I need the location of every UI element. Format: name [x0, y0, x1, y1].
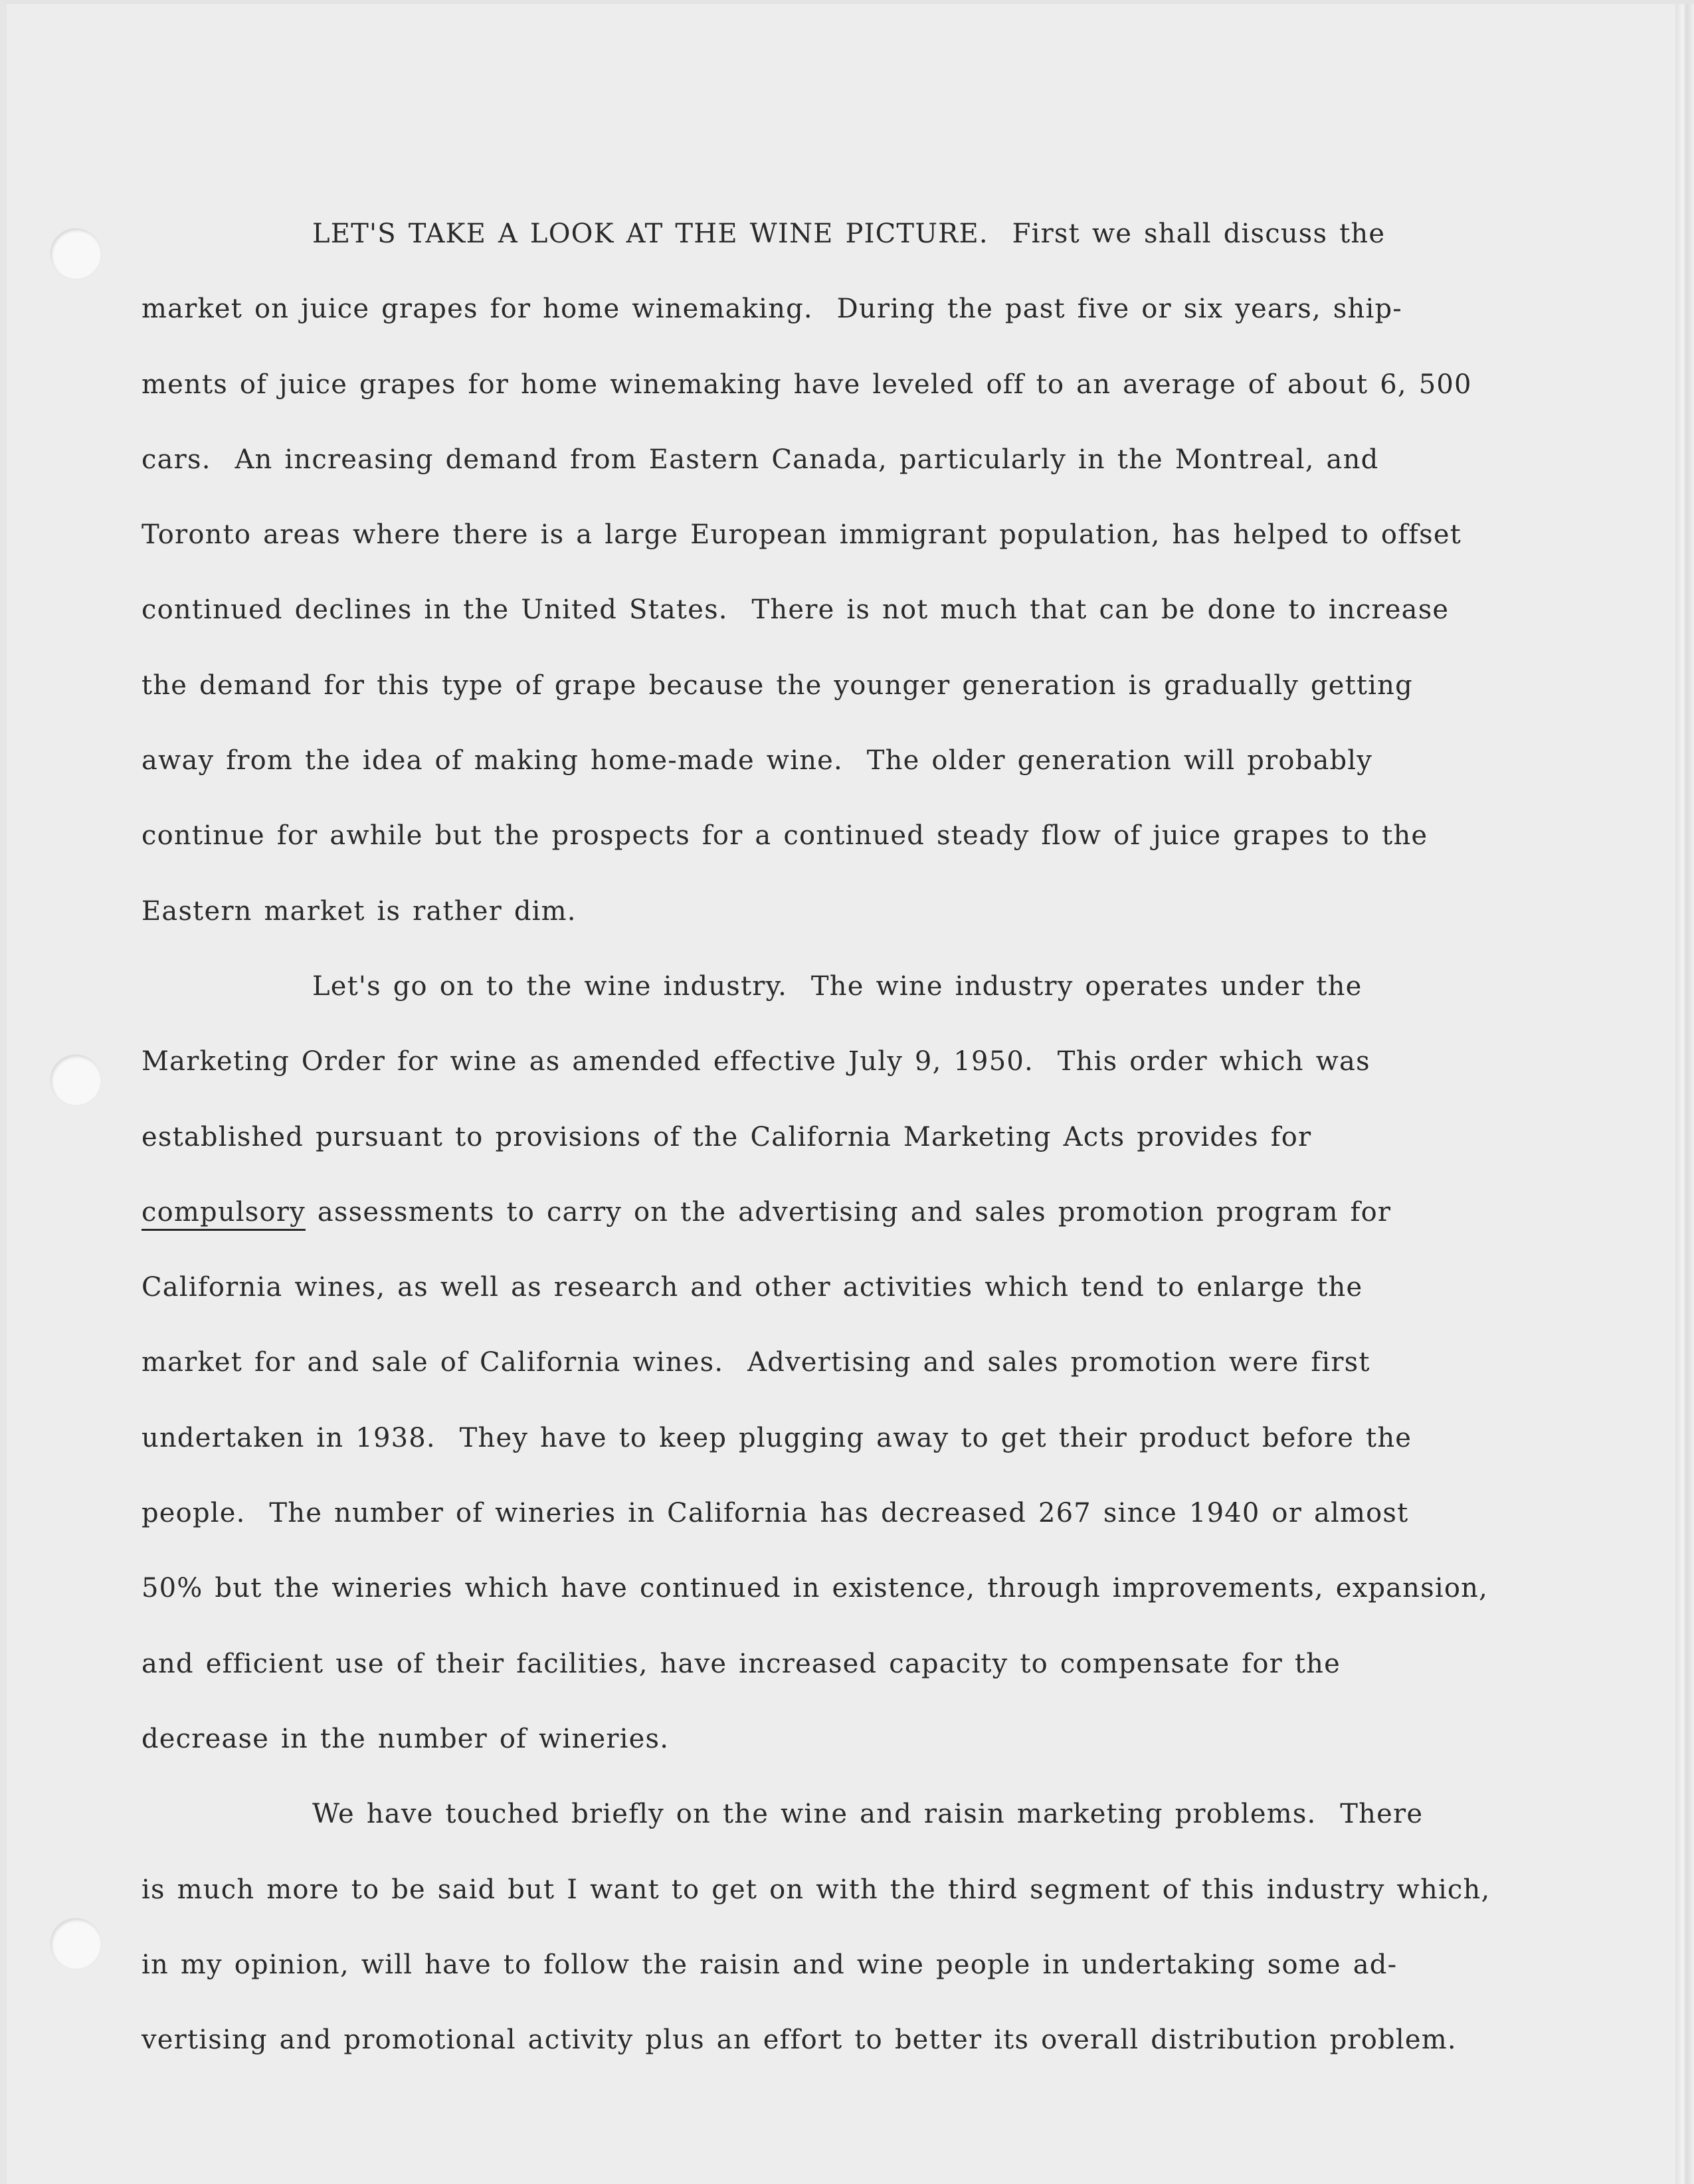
text-line: the demand for this type of grape because the younger generation is gradually getting — [141, 670, 1413, 701]
text-line: market for and sale of California wines. Advertising and sales promotion were first — [141, 1347, 1370, 1378]
page-edge-shadow — [1675, 4, 1694, 2184]
underlined-word: compulsory — [141, 1196, 306, 1228]
text-line: in my opinion, will have to follow the raisin and wine people in undertaking some ad- — [141, 1949, 1398, 1980]
text-line: cars. An increasing demand from Eastern Canada, particularly in the Montreal, and — [141, 444, 1379, 475]
punch-hole-icon — [50, 228, 101, 279]
text-line: decrease in the number of wineries. — [141, 1723, 670, 1754]
paragraph-juice-grapes — [141, 197, 1663, 949]
text-line-rest: assessments to carry on the advertising and sales promotion program for — [317, 1196, 1392, 1228]
text-line: California wines, as well as research and other activities which tend to enlarge the — [141, 1272, 1363, 1303]
text-line: Let's go on to the wine industry. The wine industry operates under the — [312, 970, 1363, 1002]
text-line: vertising and promotional activity plus an effort to better its overall distribution problem. — [141, 2025, 1457, 2056]
text-line: away from the idea of making home-made wine. The older generation will probably — [141, 745, 1373, 776]
document-body — [141, 197, 1663, 2078]
paragraph-wine-industry — [141, 949, 1663, 1777]
text-line: 50% but the wineries which have continued in existence, through improvements, expansion, — [141, 1573, 1489, 1604]
text-line: Eastern market is rather dim. — [141, 895, 577, 927]
text-line — [141, 1175, 1663, 1250]
text-line: undertaken in 1938. They have to keep plugging away to get their product before the — [141, 1422, 1412, 1453]
text-line: is much more to be said but I want to get on with the third segment of this industry which, — [141, 1874, 1491, 1905]
text-line: market on juice grapes for home winemaking. During the past five or six years, ship- — [141, 294, 1402, 325]
text-line: and efficient use of their facilities, have increased capacity to compensate for the — [141, 1648, 1341, 1679]
text-line: people. The number of wineries in California has decreased 267 since 1940 or almost — [141, 1498, 1409, 1529]
paragraph-third-segment — [141, 1777, 1663, 2078]
text-line: Marketing Order for wine as amended effective July 9, 1950. This order which was — [141, 1046, 1370, 1077]
punch-hole-icon — [50, 1918, 101, 1969]
punch-hole-icon — [50, 1055, 101, 1105]
text-line: ments of juice grapes for home winemaking have leveled off to an average of about 6, 500 — [141, 369, 1472, 400]
text-line: established pursuant to provisions of the California Marketing Acts provides for — [141, 1121, 1312, 1152]
text-line: LET'S TAKE A LOOK AT THE WINE PICTURE. First we shall discuss the — [312, 219, 1386, 249]
text-line: continued declines in the United States. There is not much that can be done to increase — [141, 594, 1450, 626]
text-line: We have touched briefly on the wine and raisin marketing problems. There — [312, 1799, 1424, 1830]
text-line: continue for awhile but the prospects for a continued steady flow of juice grapes to the — [141, 820, 1428, 852]
text-line: Toronto areas where there is a large European immigrant population, has helped to offset — [141, 519, 1462, 551]
